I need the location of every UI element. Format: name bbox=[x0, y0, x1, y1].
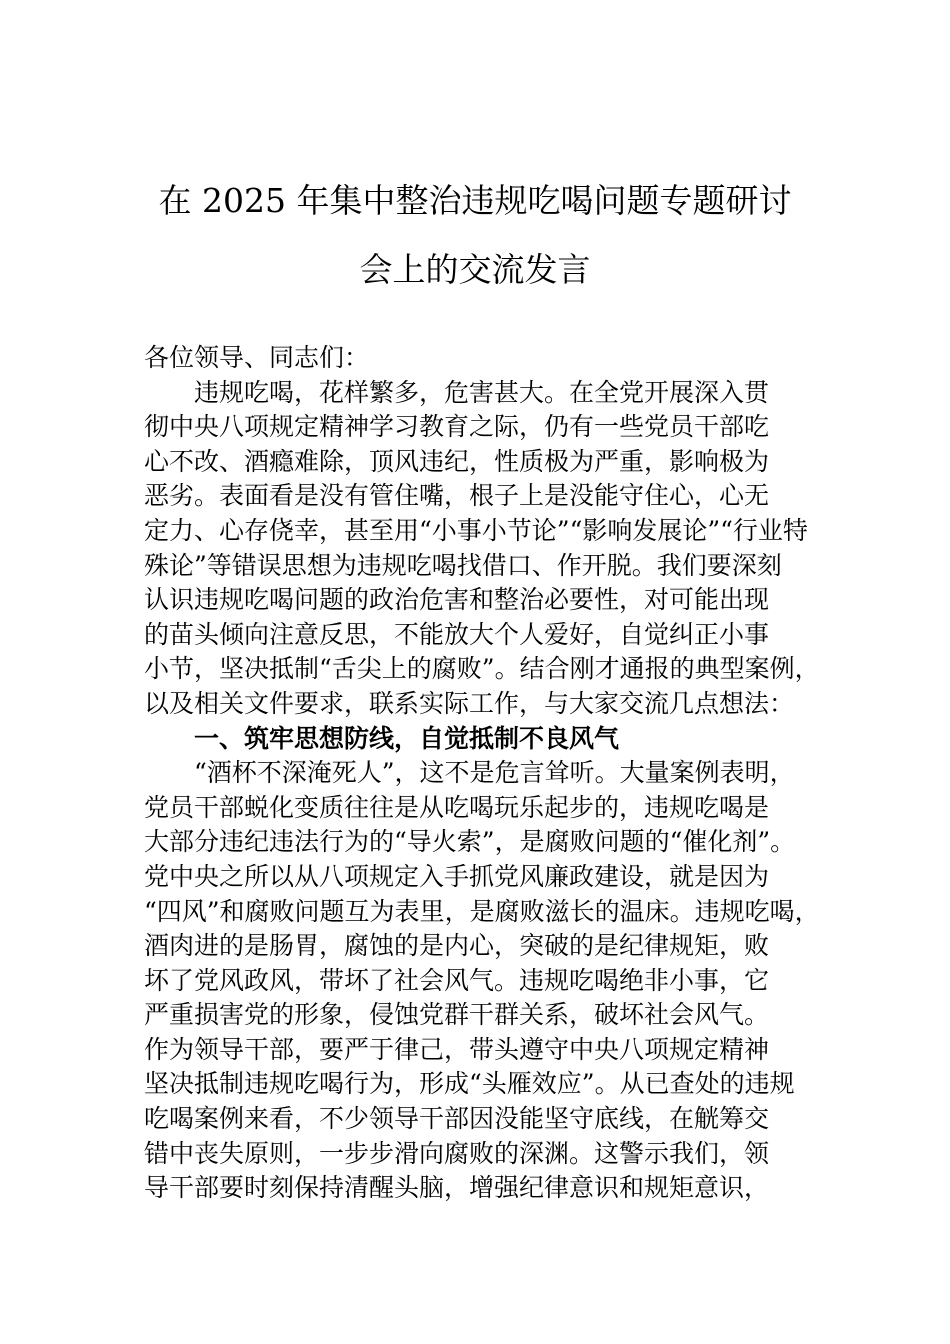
paragraph-line: 吃喝案例来看，不少领导干部因没能坚守底线，在觥筹交 bbox=[144, 1104, 770, 1134]
salutation: 各位领导、同志们： bbox=[144, 343, 370, 372]
paragraph-line: 彻中央八项规定精神学习教育之际，仍有一些党员干部吃 bbox=[144, 412, 770, 442]
section-heading: 一、筑牢思想防线，自觉抵制不良风气 bbox=[194, 723, 620, 753]
paragraph-line: 认识违规吃喝问题的政治危害和整治必要性，对可能出现 bbox=[144, 585, 770, 615]
paragraph-line: 坏了党风政风，带坏了社会风气。违规吃喝绝非小事，它 bbox=[144, 965, 770, 995]
paragraph-line: 殊论”等错误思想为违规吃喝找借口、作开脱。我们要深刻 bbox=[144, 550, 782, 580]
paragraph-line: 党员干部蜕化变质往往是从吃喝玩乐起步的，违规吃喝是 bbox=[144, 792, 770, 822]
paragraph-line: 酒肉进的是肠胃，腐蚀的是内心，突破的是纪律规矩，败 bbox=[144, 931, 770, 961]
paragraph-line: 严重损害党的形象，侵蚀党群干群关系，破坏社会风气。 bbox=[144, 1000, 770, 1030]
document-body bbox=[144, 341, 834, 1206]
paragraph-line: 违规吃喝，花样繁多，危害甚大。在全党开展深入贯 bbox=[194, 377, 770, 407]
paragraph-line: 以及相关文件要求，联系实际工作，与大家交流几点想法： bbox=[144, 688, 795, 718]
paragraph-line: 的苗头倾向注意反思，不能放大个人爱好，自觉纠正小事 bbox=[144, 619, 770, 649]
paragraph-line: 作为领导干部，要严于律己，带头遵守中央八项规定精神 bbox=[144, 1034, 770, 1064]
paragraph-line: 错中丧失原则，一步步滑向腐败的深渊。这警示我们，领 bbox=[144, 1138, 770, 1168]
document-title-line-1: 在 2025 年集中整治违规吃喝问题专题研讨 bbox=[158, 181, 792, 220]
paragraph-line: 导干部要时刻保持清醒头脑，增强纪律意识和规矩意识， bbox=[144, 1173, 770, 1203]
paragraph-line: 小节，坚决抵制“舌尖上的腐败”。结合刚才通报的典型案例， bbox=[144, 654, 820, 684]
paragraph-line: 恶劣。表面看是没有管住嘴，根子上是没能守住心，心无 bbox=[144, 481, 770, 511]
paragraph-line: 党中央之所以从八项规定入手抓党风廉政建设，就是因为 bbox=[144, 861, 770, 891]
paragraph-line: “四风”和腐败问题互为表里，是腐败滋长的温床。违规吃喝， bbox=[144, 896, 820, 926]
paragraph-line: 心不改、酒瘾难除，顶风违纪，性质极为严重，影响极为 bbox=[144, 446, 770, 476]
paragraph-line: 大部分违纪违法行为的“导火索”，是腐败问题的“催化剂”。 bbox=[144, 827, 796, 857]
paragraph-line: 定力、心存侥幸，甚至用“小事小节论”“影响发展论”“行业特 bbox=[144, 515, 808, 545]
document-title-line-2: 会上的交流发言 bbox=[359, 250, 591, 289]
paragraph-line: “酒杯不深淹死人”，这不是危言耸听。大量案例表明， bbox=[194, 758, 795, 788]
paragraph-line: 坚决抵制违规吃喝行为，形成“头雁效应”。从已查处的违规 bbox=[144, 1069, 795, 1099]
